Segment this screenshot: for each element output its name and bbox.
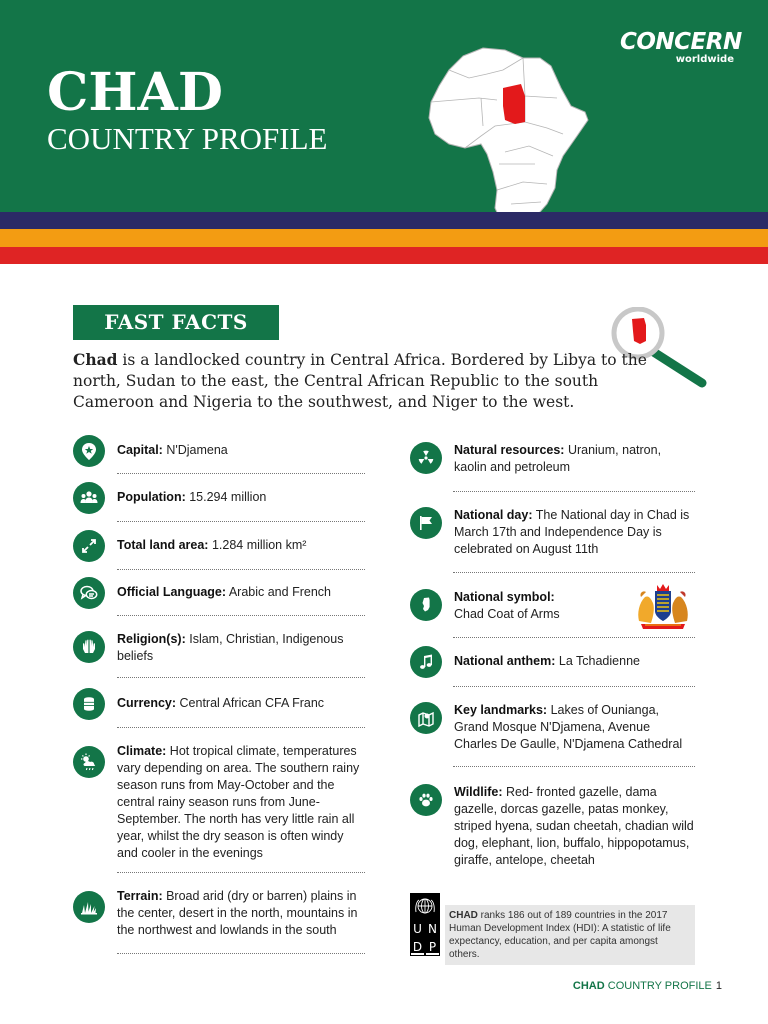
fact-key-landmarks: [410, 702, 695, 753]
speech-bubbles-icon: [73, 577, 105, 609]
terrain-value: Broad arid (dry or barren) plains in the center, desert in the north, mountains in the northwest and lowlands in the south: [117, 889, 358, 937]
national-symbol-label: National symbol:: [454, 590, 555, 604]
page-subtitle: COUNTRY PROFILE: [47, 121, 328, 156]
stripe-orange: [0, 229, 768, 247]
weather-icon: [73, 746, 105, 778]
star-icon: [73, 435, 105, 467]
coins-icon: [73, 688, 105, 720]
national-day-value: The National day in Chad is March 17th and Independence Day is celebrated on August 11th: [454, 508, 690, 556]
page-footer: [573, 980, 722, 992]
divider: [453, 766, 695, 767]
divider: [453, 637, 695, 638]
capital-label: Capital:: [117, 443, 163, 457]
terrain-label: Terrain:: [117, 889, 163, 903]
grass-icon: [73, 891, 105, 923]
praying-hands-icon: [73, 631, 105, 663]
fact-religion: [73, 631, 365, 665]
chad-highlight: [503, 84, 525, 124]
national-symbol-value: Chad Coat of Arms: [454, 607, 560, 621]
religion-label: Religion(s):: [117, 632, 186, 646]
fact-language: [73, 577, 365, 609]
intro-lead: Chad: [73, 350, 118, 369]
hdi-note: [445, 905, 695, 965]
capital-value: N'Djamena: [162, 443, 228, 457]
logo-main-text: CONCERN: [620, 29, 742, 55]
fact-land-area: [73, 530, 365, 562]
undp-letter: U: [410, 920, 425, 938]
divider: [117, 953, 365, 954]
language-value: Arabic and French: [226, 585, 331, 599]
fact-terrain: [73, 888, 365, 939]
hdi-text: ranks 186 out of 189 countries in the 2017 Human Development Index (HDI): A statistic of life expectancy, education, and per capita amongst others.: [449, 910, 671, 960]
un-emblem-icon: [413, 896, 437, 918]
expand-arrows-icon: [73, 530, 105, 562]
fact-population: [73, 482, 365, 514]
population-value: 15.294 million: [185, 490, 267, 504]
natural-resources-value: Uranium, natron, kaolin and petroleum: [454, 443, 662, 474]
intro-paragraph: [73, 349, 673, 413]
divider: [453, 686, 695, 687]
footer-country: CHAD: [572, 980, 605, 992]
chad-map-icon: [410, 589, 442, 621]
footer-title: COUNTRY PROFILE: [604, 980, 712, 992]
national-anthem-value: La Tchadienne: [555, 654, 640, 668]
currency-label: Currency:: [117, 696, 177, 710]
flag-icon: [410, 507, 442, 539]
religion-value: Islam, Christian, Indigenous beliefs: [117, 632, 344, 663]
land-area-value: 1.284 million km²: [208, 538, 307, 552]
national-day-label: National day:: [454, 508, 533, 522]
divider: [117, 473, 365, 474]
fact-currency: [73, 688, 365, 720]
fact-national-day: [410, 507, 695, 558]
people-icon: [73, 482, 105, 514]
fact-capital: [73, 435, 365, 467]
music-note-icon: [410, 646, 442, 678]
climate-label: Climate:: [117, 744, 167, 758]
intro-text: is a landlocked country in Central Africa. Bordered by Libya to the north, Sudan to the east, the Central African Republic to the south Cameroon and Nigeria to the southwest, and Niger to the west.: [73, 351, 647, 411]
divider: [117, 677, 365, 678]
undp-letter: D: [410, 938, 425, 956]
divider: [453, 491, 695, 492]
undp-logo: [410, 893, 440, 953]
hdi-lead: CHAD: [449, 910, 478, 921]
page-title: CHAD: [47, 62, 223, 123]
paw-icon: [410, 784, 442, 816]
undp-letter: P: [425, 938, 440, 956]
divider: [117, 569, 365, 570]
divider: [117, 727, 365, 728]
national-anthem-label: National anthem:: [454, 654, 556, 668]
fact-wildlife: [410, 784, 695, 869]
fast-facts-heading: FAST FACTS: [73, 305, 279, 340]
divider: [117, 521, 365, 522]
key-landmarks-value: Lakes of Ounianga, Grand Mosque N'Djamena, Avenue Charles De Gaulle, N'Djamena Cathedral: [454, 703, 683, 751]
logo-sub-text: worldwide: [675, 54, 734, 65]
divider: [117, 872, 365, 873]
land-area-label: Total land area:: [117, 538, 209, 552]
fact-national-anthem: [410, 646, 695, 678]
fact-natural-resources: [410, 442, 695, 476]
wildlife-value: Red- fronted gazelle, dama gazelle, dorcas gazelle, patas monkey, striped hyena, sudan cheetah, chadian wild dog, elephant, lion, buffalo, hippopotamus, giraffe, antelope, cheetah: [454, 785, 694, 867]
fact-climate: [73, 743, 365, 862]
stripe-red: [0, 247, 768, 264]
concern-logo: [620, 30, 740, 65]
map-pin-icon: [410, 702, 442, 734]
africa-map: [425, 44, 590, 212]
divider: [453, 572, 695, 573]
natural-resources-label: Natural resources:: [454, 443, 565, 457]
undp-letter: N: [425, 920, 440, 938]
key-landmarks-label: Key landmarks:: [454, 703, 548, 717]
radiation-icon: [410, 442, 442, 474]
population-label: Population:: [117, 490, 186, 504]
climate-value: Hot tropical climate, temperatures vary depending on area. The southern rainy season runs from May-October and the central rainy season runs from June-September. The north has very little rain all year, whilst the dry season is often windy and cooler in the evenings: [117, 744, 360, 860]
page-number: 1: [715, 980, 722, 992]
coat-of-arms-image: [633, 583, 693, 631]
divider: [117, 615, 365, 616]
header-banner: [0, 0, 768, 212]
currency-value: Central African CFA Franc: [176, 696, 325, 710]
stripe-navy: [0, 212, 768, 229]
language-label: Official Language:: [117, 585, 227, 599]
wildlife-label: Wildlife:: [454, 785, 503, 799]
